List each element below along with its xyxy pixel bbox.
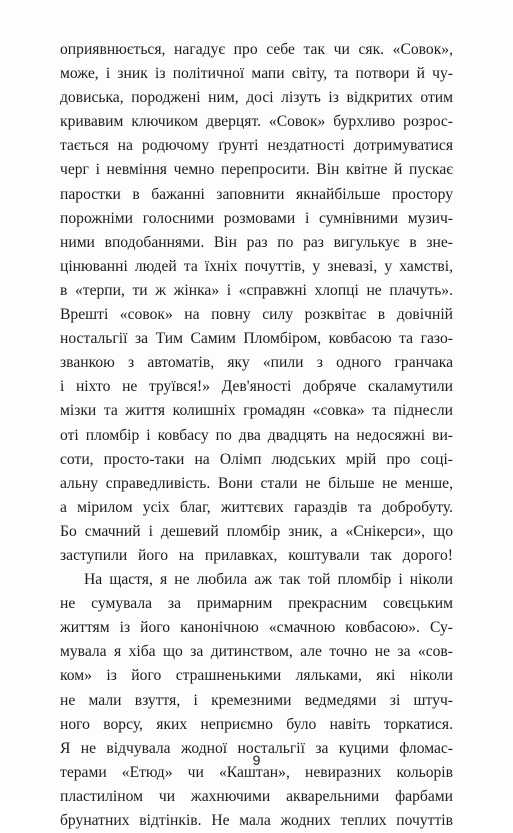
text-line: ком» із його страшненькими ляльками, які ніколи [60, 667, 453, 685]
text-line: альну справедливість. Вони стали не більше не менше, [60, 474, 453, 492]
paragraph [60, 38, 453, 568]
text-line: не сумувала за примарним прекрасним совєцьким [60, 595, 453, 613]
text-line: життям із його канонічною «смачною ковбасою». Су- [60, 619, 453, 637]
text-line: тається на родючому ґрунті нездатності дотримуватися [60, 137, 453, 155]
text-line: Бо смачний і дешевий пломбір зник, а «Снікерси», що [60, 522, 453, 540]
text-line: брунатних відтінків. Не мала жодних теплих почуттів [60, 812, 453, 829]
text-line: в «терпи, ти ж жінка» і «справжні хлопці не плачуть». [60, 281, 453, 299]
text-line: не мали взуття, і кремезними ведмедями зі штуч- [60, 691, 453, 709]
text-line: оприявнюється, нагадує про себе так чи сяк. «Совок», [60, 41, 453, 58]
text-line: кривавим ключиком дверцят. «Совок» бурхливо розрос- [60, 113, 453, 131]
text-line: черг і невміння чемно перепросити. Він квітне й пускає [60, 161, 453, 179]
text-line: терами «Етюд» чи «Каштан», невиразних кольорів [60, 763, 453, 781]
text-line: мізки та життя колишніх громадян «совка» та піднесли [60, 402, 453, 420]
text-line: порожніми голосними розмовами і сумнівними музич- [60, 209, 453, 227]
text-line: ними вподобаннями. Він раз по раз вигулькує в зне- [60, 233, 453, 251]
text-line: Я не відчувала жодної ностальгії за куцими фломас- [60, 739, 453, 757]
text-line: Врешті «совок» на повну силу розквітає в довічній [60, 306, 453, 324]
text-line: і ніхто не труївся!» Дев'яності добряче скаламутили [60, 378, 453, 396]
text-line: ного ворсу, яких неприємно було навіть торкатися. [60, 715, 453, 733]
text-line: званкою з автоматів, яку «пили з одного гранчака [60, 354, 453, 372]
text-line: а мірилом усіх благ, життєвих гараздів та добробуту. [60, 498, 453, 516]
text-line: заступили його на прилавках, коштували так дорого! [60, 546, 453, 564]
text-line: пластиліном чи жахнючими акварельними фарбами [60, 787, 453, 805]
body-text [60, 38, 453, 833]
text-line: цінюванні людей та їхніх почуттів, у зневазі, у хамстві, [60, 257, 453, 275]
paragraph [60, 568, 453, 833]
text-line: може, і зник із політичної мапи світу, та потвори й чу- [60, 65, 453, 83]
text-line: мувала я хіба що за дитинством, але точно не за «сов- [60, 643, 453, 661]
text-line: На щастя, я не любила аж так той пломбір і ніколи [84, 571, 453, 589]
text-line: соти, просто-таки на Олімп людських мрій про соці- [60, 450, 453, 468]
text-line: ностальгії за Тим Самим Пломбіром, ковбасою та газо- [60, 330, 453, 348]
text-line: довиська, породжені ним, досі лізуть із відкритих отим [60, 89, 453, 107]
text-line: оті пломбір і ковбасу по два двадцять на недосяжні ви- [60, 426, 453, 444]
page-number: 9 [252, 752, 261, 768]
text-line: паростки в бажанні заповнити якнайбільше простору [60, 185, 453, 203]
